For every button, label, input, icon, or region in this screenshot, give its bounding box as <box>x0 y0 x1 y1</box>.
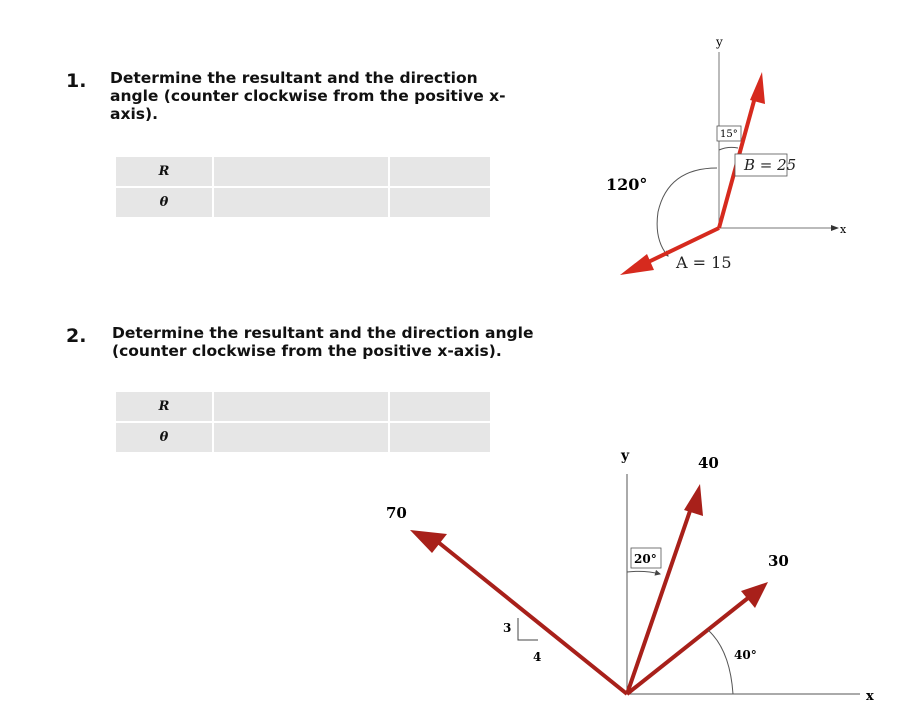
slope-rise-label: 3 <box>503 621 512 635</box>
fig1-angle-15-label: 15° <box>720 129 738 140</box>
row-label-r: R <box>116 392 212 421</box>
vector-b-arrowhead <box>750 72 765 104</box>
figure-1 <box>606 35 847 275</box>
question-2-line-2: (counter clockwise from the positive x-axis). <box>112 342 502 360</box>
slope-run-label: 4 <box>533 650 542 664</box>
force-70-shaft <box>438 542 627 694</box>
question-1-line-1: Determine the resultant and the direction <box>110 69 478 87</box>
figure-2 <box>386 448 874 704</box>
question-1-number: 1. <box>66 70 87 92</box>
force-40-label: 40 <box>698 454 719 472</box>
fig1-y-axis-label: y <box>716 35 723 49</box>
fig1-angle-15-arc <box>719 147 738 150</box>
row-label-r: R <box>116 157 212 186</box>
row-label-theta: θ <box>116 188 212 217</box>
fig2-angle-20-label: 20° <box>634 552 657 566</box>
question-2-line-1: Determine the resultant and the direction angle <box>112 324 534 342</box>
question-1-line-3: axis). <box>110 105 158 123</box>
question-1-line-2: angle (counter clockwise from the positive x- <box>110 87 506 105</box>
force-70-arrowhead <box>410 530 447 553</box>
fig2-angle-40-arc <box>708 630 733 694</box>
fig2-angle-40-label: 40° <box>734 648 757 662</box>
force-30-arrowhead <box>741 582 768 608</box>
vector-b-label: B = 25 <box>744 156 797 174</box>
fig1-angle-120-label: 120° <box>606 175 648 194</box>
force-40-arrowhead <box>684 484 703 516</box>
fig2-x-axis-label: x <box>866 689 874 704</box>
force-70-label: 70 <box>386 504 407 522</box>
force-30-label: 30 <box>768 552 789 570</box>
fig2-y-axis-label: y <box>621 448 630 464</box>
fig2-angle-20-arc <box>627 571 660 574</box>
row-label-theta: θ <box>116 423 212 452</box>
vector-a-label: A = 15 <box>676 253 732 272</box>
fig1-x-axis-label: x <box>840 223 847 236</box>
vector-a-arrowhead <box>620 254 654 275</box>
question-2-number: 2. <box>66 325 87 347</box>
